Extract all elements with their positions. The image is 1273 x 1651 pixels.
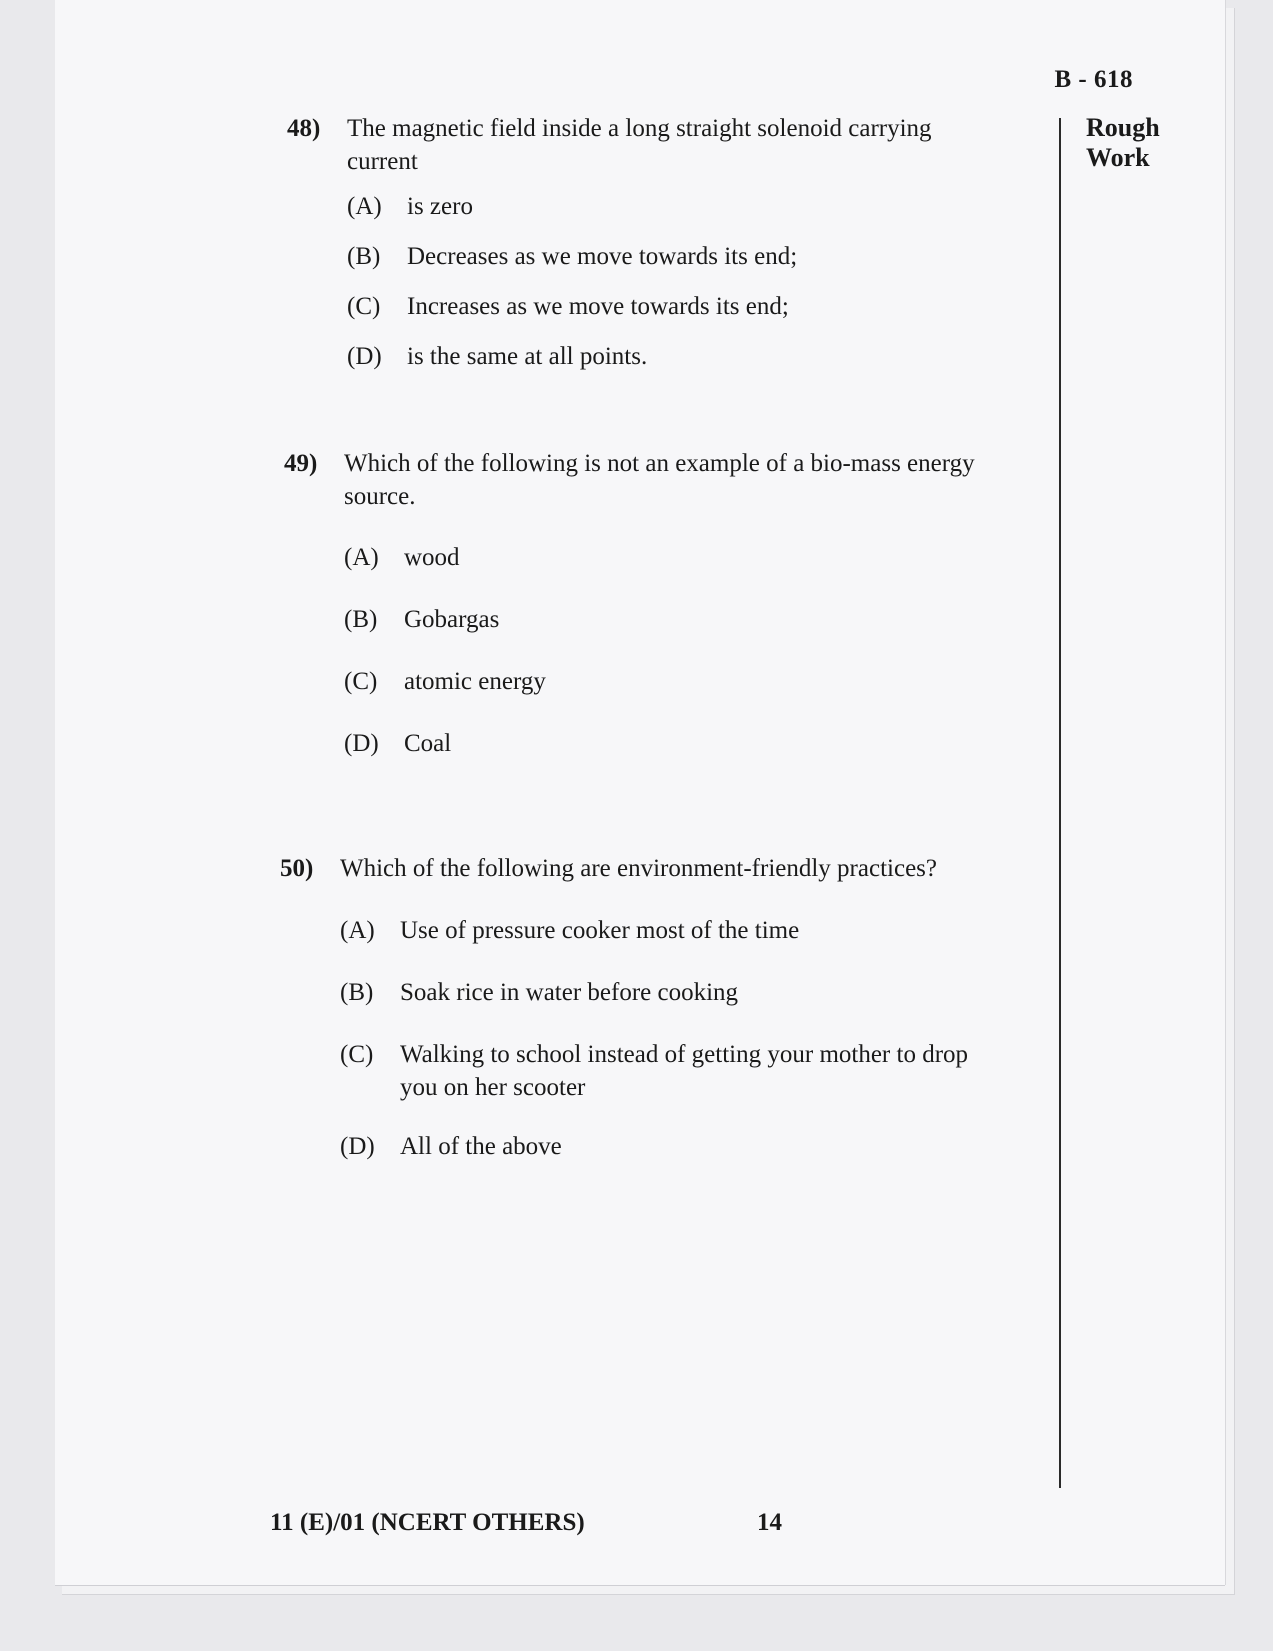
option-letter: (D) bbox=[347, 343, 382, 370]
question-number: 50) bbox=[280, 855, 314, 882]
option-letter: (A) bbox=[347, 193, 382, 220]
column-divider bbox=[1059, 118, 1061, 1488]
option-letter: (B) bbox=[347, 243, 381, 270]
option-text: Decreases as we move towards its end; bbox=[407, 243, 798, 270]
question-49 bbox=[284, 447, 1054, 767]
paper-code: B - 618 bbox=[1054, 66, 1133, 93]
option-letter: (D) bbox=[344, 730, 379, 757]
option-letter: (A) bbox=[340, 917, 375, 944]
option-text: is zero bbox=[407, 193, 473, 220]
option-text: Gobargas bbox=[404, 606, 500, 633]
option-text: wood bbox=[404, 544, 460, 571]
option-text: is the same at all points. bbox=[407, 343, 648, 370]
exam-page bbox=[55, 0, 1225, 1585]
question-number: 48) bbox=[287, 115, 321, 142]
option-letter: (D) bbox=[340, 1133, 375, 1160]
page-number: 14 bbox=[757, 1509, 782, 1536]
question-text: Which of the following are environment-friendly practices? bbox=[340, 855, 937, 882]
option-text: Increases as we move towards its end; bbox=[407, 293, 789, 320]
rough-work-heading: Rough Work bbox=[1086, 113, 1160, 172]
option-letter: (B) bbox=[340, 979, 374, 1006]
question-text: The magnetic field inside a long straight solenoid carrying current bbox=[347, 115, 932, 175]
option-text: All of the above bbox=[400, 1133, 562, 1160]
option-letter: (C) bbox=[340, 1041, 374, 1068]
question-50 bbox=[280, 852, 1055, 1172]
option-text: Use of pressure cooker most of the time bbox=[400, 917, 800, 944]
option-letter: (C) bbox=[347, 293, 381, 320]
option-text: Walking to school instead of getting your mother to drop you on her scooter bbox=[400, 1041, 969, 1101]
option-text: Soak rice in water before cooking bbox=[400, 979, 739, 1006]
footer-paper-code: 11 (E)/01 (NCERT OTHERS) bbox=[270, 1509, 585, 1536]
question-text: Which of the following is not an example of a bio-mass energy source. bbox=[344, 450, 975, 510]
option-text: Coal bbox=[404, 730, 452, 757]
option-text: atomic energy bbox=[404, 668, 546, 695]
question-number: 49) bbox=[284, 450, 318, 477]
option-letter: (B) bbox=[344, 606, 378, 633]
question-48 bbox=[287, 112, 1057, 382]
option-letter: (C) bbox=[344, 668, 378, 695]
option-letter: (A) bbox=[344, 544, 379, 571]
